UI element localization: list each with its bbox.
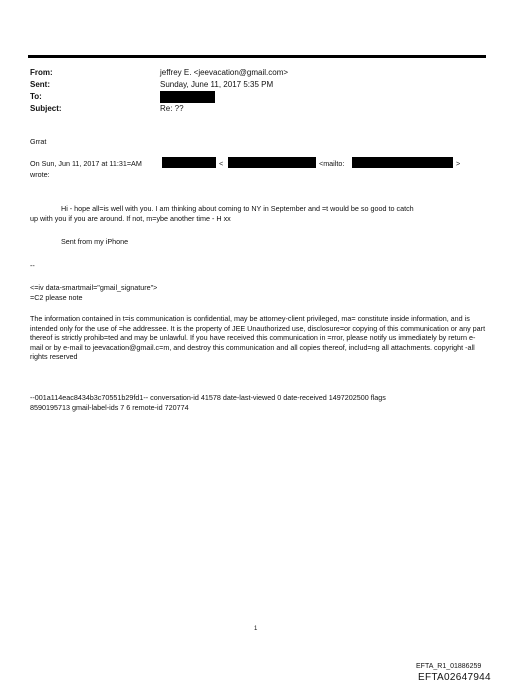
- signature-dashes: --: [30, 261, 35, 270]
- quote-mailto: <mailto:: [319, 159, 345, 168]
- quote-wrote: wrote:: [30, 170, 50, 179]
- to-label: To:: [30, 92, 42, 101]
- subject-label: Subject:: [30, 104, 62, 113]
- quote-gt: >: [456, 159, 461, 168]
- confidentiality-disclaimer: The information contained in t=is communication is confidential, may be attorney-client privileged, ma= constitute inside information, and is intended only for the use of =he addressee. It is the property of JEE Unauthorized use, disclosure=or copying of this communication or any part thereof is strictly prohib=ted and may be unlawful. If you have received this communication in =rror, please notify us immediately by return e-mail or by e-mail to jeevacation@gmail.c=m, and destroy this communication and all copies thereof, includ=ng all attachments. copyright -all rights reserved: [30, 314, 486, 362]
- sent-from-iphone: Sent from my iPhone: [61, 237, 129, 246]
- bates-code-2: EFTA02647944: [418, 672, 491, 683]
- page-number: 1: [254, 626, 258, 632]
- sender-name-redaction: [162, 157, 216, 168]
- signature-line-1: <=iv data-smartmail="gmail_signature">: [30, 283, 158, 292]
- subject-value: Re: ??: [160, 104, 184, 113]
- sender-email-redaction: [228, 157, 316, 168]
- mailto-redaction: [352, 157, 453, 168]
- sent-value: Sunday, June 11, 2017 5:35 PM: [160, 80, 274, 89]
- signature-line-2: =C2 please note: [30, 293, 83, 302]
- to-redaction: [160, 91, 215, 103]
- message-line-2: up with you if you are around. If not, m=ybe another time - H xx: [30, 214, 231, 223]
- sent-label: Sent:: [30, 80, 50, 89]
- quote-lt: <: [219, 159, 224, 168]
- quote-intro: On Sun, Jun 11, 2017 at 11:31=AM: [30, 159, 142, 168]
- header-rule: [28, 55, 486, 58]
- metadata-line-2: 8590195713 gmail-label-ids 7 6 remote-id 720774: [30, 403, 189, 412]
- metadata-line-1: --001a114eac8434b3c70551b29fd1-- conversation-id 41578 date-last-viewed 0 date-received 1497202500 flags: [30, 393, 386, 402]
- bates-code-1: EFTA_R1_01886259: [416, 663, 482, 670]
- from-label: From:: [30, 68, 53, 77]
- message-line-1: Hi - hope all=is well with you. I am thinking about coming to NY in September and =t would be so good to catch: [61, 204, 414, 213]
- from-value: jeffrey E. <jeevacation@gmail.com>: [160, 68, 289, 77]
- greeting: Grrat: [30, 137, 47, 146]
